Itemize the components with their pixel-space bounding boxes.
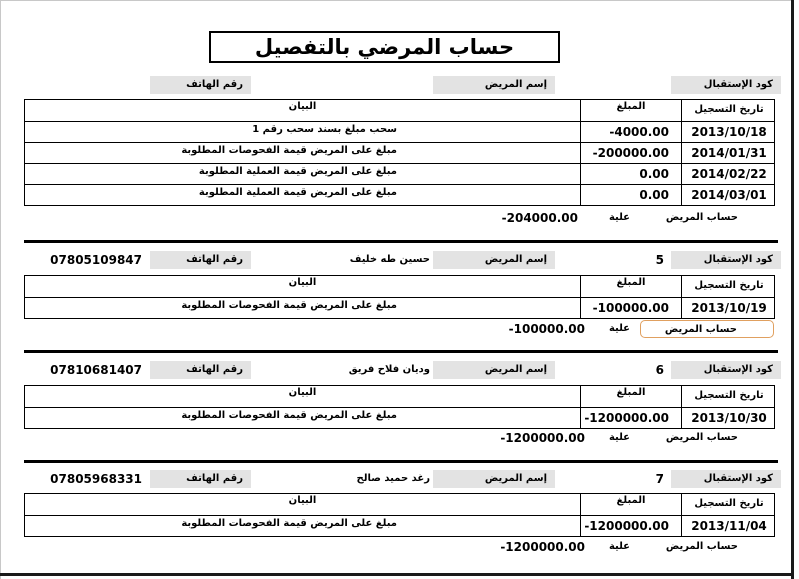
code-label: كود الإستقبال xyxy=(671,470,781,488)
col-date-header: تاريخ التسجيل xyxy=(694,280,764,291)
page-border-top xyxy=(0,0,794,1)
table-row xyxy=(25,184,774,205)
row-date: 2013/10/18 xyxy=(691,125,767,139)
row-amount: 0.00 xyxy=(639,188,669,202)
section-divider xyxy=(24,460,778,463)
row-desc: مبلغ على المريض قيمة العملية المطلوبة xyxy=(198,166,397,177)
name-label: إسم المريض xyxy=(433,251,555,269)
row-amount: -1200000.00 xyxy=(584,519,669,533)
report-title: حساب المرضي بالتفصيل xyxy=(209,31,560,63)
patient-section xyxy=(0,251,794,361)
col-date-header: تاريخ التسجيل xyxy=(694,104,764,115)
row-date: 2013/10/30 xyxy=(691,411,767,425)
account-label: حساب المريض xyxy=(665,541,738,552)
table-row xyxy=(25,163,774,184)
table-header xyxy=(25,100,774,121)
row-amount: -100000.00 xyxy=(592,301,669,315)
account-total: -1200000.00 xyxy=(500,431,585,445)
phone-value: 07805109847 xyxy=(50,253,142,267)
name-value: وديان فلاح فريق xyxy=(348,364,430,375)
account-mid-label: علية xyxy=(608,541,630,552)
patient-section xyxy=(0,76,794,225)
row-desc: مبلغ على المريض قيمة الفحوصات المطلوبة xyxy=(181,518,397,529)
row-date: 2013/10/19 xyxy=(691,301,767,315)
col-amount-header: المبلغ xyxy=(616,495,646,506)
row-desc: مبلغ على المريض قيمة الفحوصات المطلوبة xyxy=(181,300,397,311)
name-label: إسم المريض xyxy=(433,76,555,94)
row-desc: مبلغ على المريض قيمة الفحوصات المطلوبة xyxy=(181,145,397,156)
row-date: 2014/01/31 xyxy=(691,146,767,160)
table-row xyxy=(25,407,774,428)
col-amount-header: المبلغ xyxy=(616,387,646,398)
account-label: حساب المريض xyxy=(665,212,738,223)
table-header xyxy=(25,494,774,515)
row-amount: -1200000.00 xyxy=(584,411,669,425)
row-amount: -200000.00 xyxy=(592,146,669,160)
name-label: إسم المريض xyxy=(433,361,555,379)
col-desc-header: البيان xyxy=(288,387,317,398)
row-date: 2013/11/04 xyxy=(691,519,767,533)
name-value xyxy=(270,76,430,94)
account-total: -100000.00 xyxy=(508,322,585,336)
account-label: حساب المريض xyxy=(665,432,738,443)
phone-label: رقم الهاتف xyxy=(150,251,251,269)
table-row xyxy=(25,515,774,536)
section-divider xyxy=(24,350,778,353)
col-desc-header: البيان xyxy=(288,495,317,506)
col-amount-header: المبلغ xyxy=(616,101,646,112)
phone-value: 07810681407 xyxy=(50,363,142,377)
patient-section xyxy=(0,470,794,579)
patient-section xyxy=(0,361,794,471)
row-date: 2014/03/01 xyxy=(691,188,767,202)
table-header xyxy=(25,276,774,297)
row-desc: مبلغ على المريض قيمة العملية المطلوبة xyxy=(198,187,397,198)
code-label: كود الإستقبال xyxy=(671,361,781,379)
row-amount: 0.00 xyxy=(639,167,669,181)
col-desc-header: البيان xyxy=(288,277,317,288)
name-value: حسين طه خليف xyxy=(349,254,430,265)
account-total: -204000.00 xyxy=(501,211,578,225)
account-mid-label: علية xyxy=(608,432,630,443)
col-amount-header: المبلغ xyxy=(616,277,646,288)
entries-table xyxy=(24,99,775,206)
name-label: إسم المريض xyxy=(433,470,555,488)
section-divider xyxy=(24,240,778,243)
account-mid-label: علية xyxy=(608,323,630,334)
table-row xyxy=(25,297,774,318)
phone-label: رقم الهاتف xyxy=(150,76,251,94)
table-row xyxy=(25,121,774,142)
col-date-header: تاريخ التسجيل xyxy=(694,498,764,509)
account-total: -1200000.00 xyxy=(500,540,585,554)
phone-label: رقم الهاتف xyxy=(150,470,251,488)
account-mid-label: علية xyxy=(608,212,630,223)
row-desc: مبلغ على المريض قيمة الفحوصات المطلوبة xyxy=(181,410,397,421)
account-label: حساب المريض xyxy=(640,320,774,338)
code-label: كود الإستقبال xyxy=(671,76,781,94)
col-desc-header: البيان xyxy=(288,101,317,112)
row-desc: سحب مبلغ بسند سحب رقم 1 xyxy=(252,124,397,135)
entries-table xyxy=(24,275,775,319)
code-value: 5 xyxy=(655,253,664,267)
code-label: كود الإستقبال xyxy=(671,251,781,269)
row-amount: -4000.00 xyxy=(609,125,669,139)
table-header xyxy=(25,386,774,407)
entries-table xyxy=(24,493,775,537)
entries-table xyxy=(24,385,775,429)
phone-label: رقم الهاتف xyxy=(150,361,251,379)
phone-value: 07805968331 xyxy=(50,472,142,486)
code-value: 7 xyxy=(655,472,664,486)
phone-value xyxy=(30,76,142,94)
code-value xyxy=(560,76,664,94)
table-row xyxy=(25,142,774,163)
row-date: 2014/02/22 xyxy=(691,167,767,181)
name-value: رغد حميد صالح xyxy=(356,473,430,484)
col-date-header: تاريخ التسجيل xyxy=(694,390,764,401)
code-value: 6 xyxy=(655,363,664,377)
